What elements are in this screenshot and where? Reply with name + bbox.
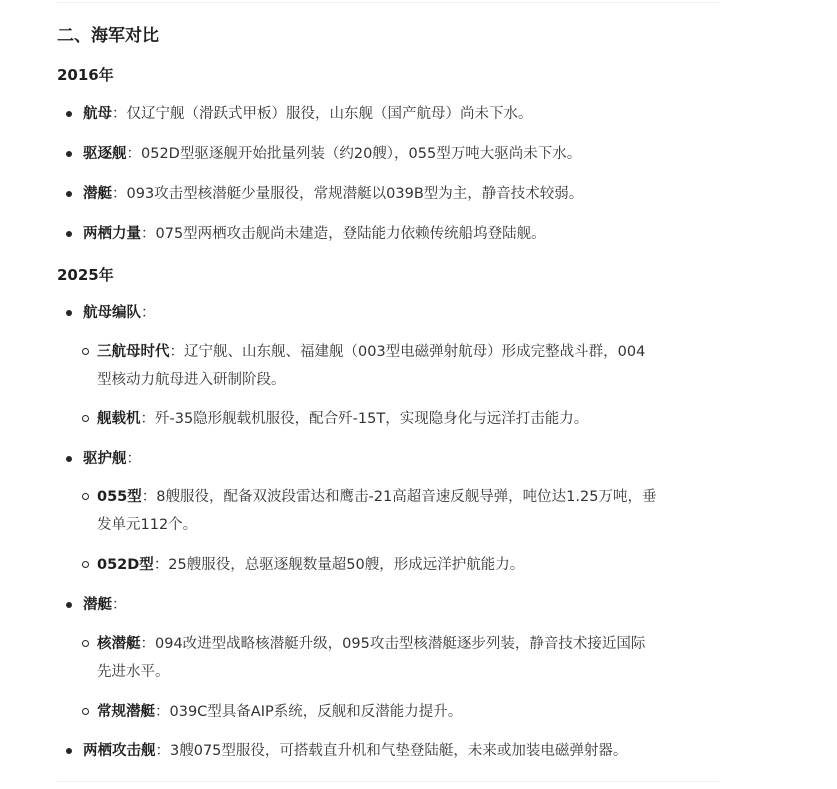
sub-item-line <box>97 338 719 366</box>
bullet-circle <box>82 561 89 568</box>
bullet-circle <box>82 348 89 355</box>
item-desc: ：8艘服役，配备双波段雷达和鹰击-21高超音速反舰导弹，吨位达1.25万吨，垂 <box>141 489 657 505</box>
list-item <box>83 100 719 128</box>
bullet-dot <box>66 748 72 754</box>
item-desc: ：辽宁舰、山东舰、福建舰（003型电磁弹射航母）形成完整战斗群，004 <box>169 344 646 360</box>
list-item <box>83 737 719 765</box>
sub-list-item <box>97 405 719 433</box>
bullet-dot <box>66 191 72 197</box>
section-title: 二、海军对比 <box>57 26 159 46</box>
sub-item-line <box>97 630 719 658</box>
item-desc: ： <box>112 597 127 613</box>
item-desc: ：093攻击型核潜艇少量服役，常规潜艇以039B型为主，静音技术较弱。 <box>112 186 584 202</box>
sub-item-line <box>97 551 719 579</box>
item-term: 两栖攻击舰 <box>83 743 156 759</box>
top-divider <box>57 2 719 3</box>
bullet-dot <box>66 151 72 157</box>
item-desc: ：039C型具备AIP系统，反舰和反潜能力提升。 <box>155 704 463 720</box>
item-term: 常规潜艇 <box>97 704 155 720</box>
bullet-dot <box>66 310 72 316</box>
bullet-circle <box>82 708 89 715</box>
year-heading-2025: 2025年 <box>57 266 114 284</box>
sub-list-item <box>97 338 719 394</box>
sub-item-line: 先进水平。 <box>97 664 170 680</box>
item-term: 核潜艇 <box>97 636 141 652</box>
item-desc: ：仅辽宁舰（滑跃式甲板）服役，山东舰（国产航母）尚未下水。 <box>112 106 533 122</box>
bullet-dot <box>66 456 72 462</box>
year-heading-2016: 2016年 <box>57 66 114 84</box>
item-term: 驱逐舰 <box>83 146 127 162</box>
item-term: 三航母时代 <box>97 344 170 360</box>
item-term: 航母编队 <box>83 305 141 321</box>
item-term: 航母 <box>83 106 112 122</box>
sub-list-item <box>97 483 719 539</box>
item-desc: ：075型两栖攻击舰尚未建造，登陆能力依赖传统船坞登陆舰。 <box>141 226 546 242</box>
item-desc: ： <box>126 451 141 467</box>
item-desc: ：094改进型战略核潜艇升级，095攻击型核潜艇逐步列装，静音技术接近国际 <box>140 636 646 652</box>
item-desc: ： <box>141 305 156 321</box>
item-desc: ：25艘服役，总驱逐舰数量超50艘，形成远洋护航能力。 <box>153 557 525 573</box>
bottom-divider <box>57 781 719 782</box>
sub-list-item <box>97 630 719 686</box>
item-desc: ：3艘075型服役，可搭载直升机和气垫登陆艇，未来或加装电磁弹射器。 <box>155 743 628 759</box>
bullet-dot <box>66 602 72 608</box>
item-term: 舰载机 <box>97 411 141 427</box>
item-term: 052D型 <box>97 557 154 573</box>
bullet-dot <box>66 231 72 237</box>
bullet-circle <box>82 493 89 500</box>
sub-list-item <box>97 551 719 579</box>
list-item <box>83 140 719 168</box>
sub-item-line: 发单元112个。 <box>97 517 198 533</box>
sub-item-line <box>97 405 719 433</box>
list-item <box>83 220 719 248</box>
list-item <box>83 299 719 327</box>
sub-list-item <box>97 698 719 726</box>
sub-item-line <box>97 483 719 511</box>
bullet-dot <box>66 111 72 117</box>
list-item <box>83 180 719 208</box>
item-desc: ：歼-35隐形舰载机服役，配合歼-15T，实现隐身化与远洋打击能力。 <box>140 411 589 427</box>
item-term: 两栖力量 <box>83 226 141 242</box>
bullet-circle <box>82 415 89 422</box>
item-term: 潜艇 <box>83 597 112 613</box>
item-term: 驱护舰 <box>83 451 127 467</box>
bullet-circle <box>82 640 89 647</box>
sub-item-line: 型核动力航母进入研制阶段。 <box>97 372 286 388</box>
item-term: 055型 <box>97 489 142 505</box>
list-item <box>83 445 719 473</box>
item-term: 潜艇 <box>83 186 112 202</box>
sub-item-line <box>97 698 719 726</box>
list-item <box>83 591 719 619</box>
item-desc: ：052D型驱逐舰开始批量列装（约20艘），055型万吨大驱尚未下水。 <box>126 146 582 162</box>
